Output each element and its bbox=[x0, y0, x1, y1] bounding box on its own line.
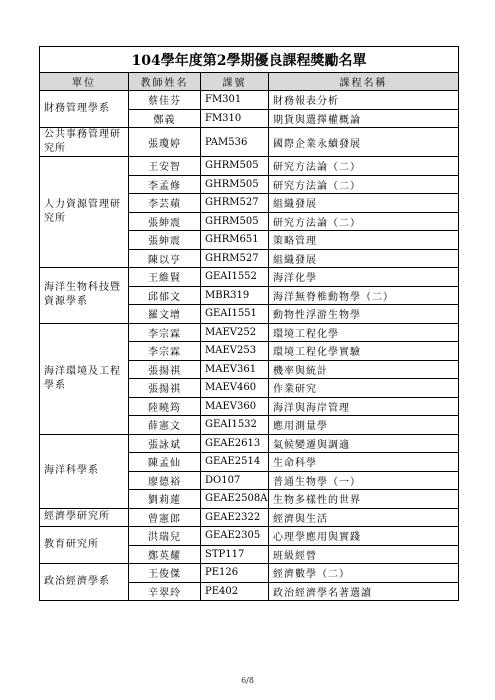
course-name-cell: 經濟數學（二） bbox=[269, 564, 459, 583]
department-cell: 公共事務管理研究所 bbox=[40, 128, 129, 157]
course-name-cell: 組織發展 bbox=[269, 194, 459, 213]
course-code-cell: GEAE2305 bbox=[201, 527, 269, 546]
course-code-cell: GEAI1552 bbox=[201, 268, 269, 287]
teacher-cell: 邱郁文 bbox=[129, 286, 201, 305]
course-code-cell: GEAE2322 bbox=[201, 508, 269, 527]
teacher-cell: 李宗霖 bbox=[129, 323, 201, 342]
header-teacher: 教師姓名 bbox=[129, 73, 201, 91]
teacher-cell: 張詠斌 bbox=[129, 434, 201, 453]
teacher-cell: 張瓊婷 bbox=[129, 128, 201, 157]
course-code-cell: PAM536 bbox=[201, 128, 269, 157]
teacher-cell: 張紳震 bbox=[129, 231, 201, 250]
course-code-cell: GEAE2613 bbox=[201, 434, 269, 453]
teacher-cell: 鄭英耀 bbox=[129, 545, 201, 564]
course-name-cell: 應用測量學 bbox=[269, 416, 459, 435]
course-code-cell: PE126 bbox=[201, 564, 269, 583]
course-name-cell: 普通生物學（一） bbox=[269, 471, 459, 490]
course-code-cell: DO107 bbox=[201, 471, 269, 490]
course-name-cell: 心理學應用與實踐 bbox=[269, 527, 459, 546]
teacher-cell: 蔡佳芬 bbox=[129, 91, 201, 110]
department-cell: 海洋生物科技暨資源學系 bbox=[40, 268, 129, 324]
course-name-cell: 財務報表分析 bbox=[269, 91, 459, 110]
course-name-cell: 政治經濟學名著選讀 bbox=[269, 582, 459, 601]
course-code-cell: GHRM505 bbox=[201, 157, 269, 176]
teacher-cell: 曾憲郎 bbox=[129, 508, 201, 527]
teacher-cell: 張揚祺 bbox=[129, 360, 201, 379]
teacher-cell: 王俊傑 bbox=[129, 564, 201, 583]
teacher-cell: 陸曉筠 bbox=[129, 397, 201, 416]
teacher-cell: 張紳震 bbox=[129, 212, 201, 231]
award-table bbox=[39, 46, 459, 601]
course-code-cell: GEAI1532 bbox=[201, 416, 269, 435]
teacher-cell: 李孟修 bbox=[129, 175, 201, 194]
course-name-cell: 生命科學 bbox=[269, 453, 459, 472]
course-name-cell: 生物多樣性的世界 bbox=[269, 490, 459, 509]
course-name-cell: 動物性浮游生物學 bbox=[269, 305, 459, 324]
course-name-cell: 環境工程化學 bbox=[269, 323, 459, 342]
course-code-cell: FM310 bbox=[201, 109, 269, 128]
teacher-cell: 羅文增 bbox=[129, 305, 201, 324]
course-name-cell: 海洋無脊椎動物學（二） bbox=[269, 286, 459, 305]
table-row bbox=[40, 268, 459, 287]
course-code-cell: GEAI1551 bbox=[201, 305, 269, 324]
header-row bbox=[40, 73, 459, 91]
course-code-cell: MAEV460 bbox=[201, 379, 269, 398]
course-code-cell: GHRM505 bbox=[201, 212, 269, 231]
teacher-cell: 王安智 bbox=[129, 157, 201, 176]
teacher-cell: 張揚祺 bbox=[129, 379, 201, 398]
header-course: 課程名稱 bbox=[269, 73, 459, 91]
course-name-cell: 研究方法論（二） bbox=[269, 157, 459, 176]
teacher-cell: 陳孟仙 bbox=[129, 453, 201, 472]
table-row bbox=[40, 157, 459, 176]
course-code-cell: GEAE2514 bbox=[201, 453, 269, 472]
course-name-cell: 研究方法論（二） bbox=[269, 212, 459, 231]
teacher-cell: 洪瑞兒 bbox=[129, 527, 201, 546]
course-code-cell: MAEV361 bbox=[201, 360, 269, 379]
course-code-cell: GHRM505 bbox=[201, 175, 269, 194]
teacher-cell: 劉莉蓮 bbox=[129, 490, 201, 509]
table-body bbox=[40, 91, 459, 601]
teacher-cell: 鄭義 bbox=[129, 109, 201, 128]
course-name-cell: 作業研究 bbox=[269, 379, 459, 398]
course-code-cell: STP117 bbox=[201, 545, 269, 564]
teacher-cell: 陳以亨 bbox=[129, 249, 201, 268]
course-code-cell: MAEV252 bbox=[201, 323, 269, 342]
teacher-cell: 廖德裕 bbox=[129, 471, 201, 490]
course-name-cell: 環境工程化學實驗 bbox=[269, 342, 459, 361]
course-code-cell: PE402 bbox=[201, 582, 269, 601]
course-name-cell: 經濟與生活 bbox=[269, 508, 459, 527]
course-name-cell: 氣候變遷與調適 bbox=[269, 434, 459, 453]
course-code-cell: FM301 bbox=[201, 91, 269, 110]
course-code-cell: MBR319 bbox=[201, 286, 269, 305]
table-row bbox=[40, 91, 459, 110]
department-cell: 經濟學研究所 bbox=[40, 508, 129, 527]
course-code-cell: GHRM651 bbox=[201, 231, 269, 250]
course-code-cell: MAEV360 bbox=[201, 397, 269, 416]
course-name-cell: 國際企業永續發展 bbox=[269, 128, 459, 157]
department-cell: 教育研究所 bbox=[40, 527, 129, 564]
course-name-cell: 期貨與選擇權概論 bbox=[269, 109, 459, 128]
course-code-cell: GHRM527 bbox=[201, 194, 269, 213]
course-name-cell: 組織發展 bbox=[269, 249, 459, 268]
course-code-cell: GEAE2508A bbox=[201, 490, 269, 509]
course-name-cell: 海洋與海岸管理 bbox=[269, 397, 459, 416]
table-row bbox=[40, 508, 459, 527]
table-row bbox=[40, 527, 459, 546]
header-code: 課號 bbox=[201, 73, 269, 91]
department-cell: 海洋環境及工程學系 bbox=[40, 323, 129, 434]
table-row bbox=[40, 128, 459, 157]
teacher-cell: 辛翠玲 bbox=[129, 582, 201, 601]
course-code-cell: GHRM527 bbox=[201, 249, 269, 268]
teacher-cell: 李芸蘋 bbox=[129, 194, 201, 213]
course-name-cell: 研究方法論（二） bbox=[269, 175, 459, 194]
teacher-cell: 王維賢 bbox=[129, 268, 201, 287]
teacher-cell: 李宗霖 bbox=[129, 342, 201, 361]
table-title: 104學年度第2學期優良課程獎勵名單 bbox=[40, 47, 459, 73]
teacher-cell: 薛憲文 bbox=[129, 416, 201, 435]
department-cell: 海洋科學系 bbox=[40, 434, 129, 508]
course-name-cell: 班級經營 bbox=[269, 545, 459, 564]
table-row bbox=[40, 564, 459, 583]
table-row bbox=[40, 323, 459, 342]
header-dept: 單位 bbox=[40, 73, 129, 91]
department-cell: 政治經濟學系 bbox=[40, 564, 129, 601]
page-number: 6/8 bbox=[241, 676, 254, 685]
department-cell: 財務管理學系 bbox=[40, 91, 129, 128]
course-name-cell: 海洋化學 bbox=[269, 268, 459, 287]
course-name-cell: 機率與統計 bbox=[269, 360, 459, 379]
department-cell: 人力資源管理研究所 bbox=[40, 157, 129, 268]
course-code-cell: MAEV253 bbox=[201, 342, 269, 361]
table-row bbox=[40, 434, 459, 453]
course-name-cell: 策略管理 bbox=[269, 231, 459, 250]
